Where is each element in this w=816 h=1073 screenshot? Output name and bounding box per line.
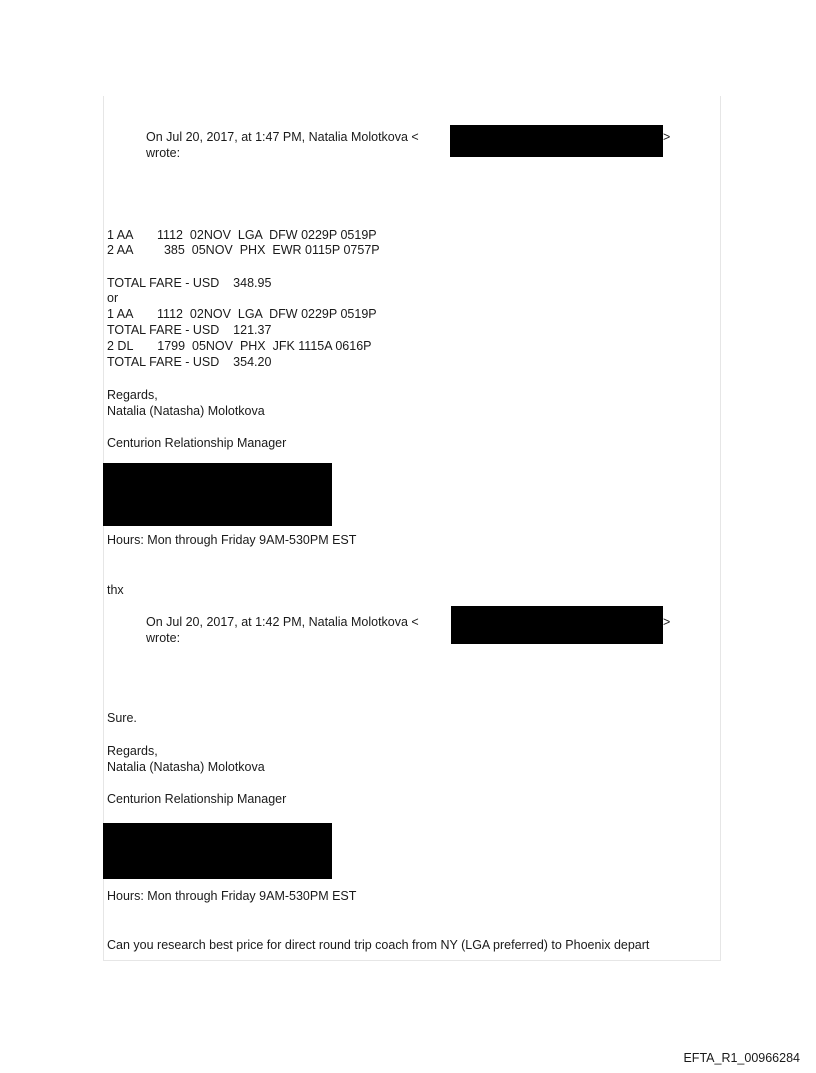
total-fare: TOTAL FARE - USD 348.95 [107,276,272,290]
redaction-block [103,463,332,526]
signature-title: Centurion Relationship Manager [107,436,287,450]
signature-hours: Hours: Mon through Friday 9AM-530PM EST [107,533,357,547]
signature-regards: Regards, [107,744,158,758]
total-fare: TOTAL FARE - USD 121.37 [107,323,272,337]
reply-text: thx [107,583,124,597]
quote-header-2-close: > [663,615,671,629]
redaction-block [451,606,663,644]
quote-header-1-close: > [663,130,671,144]
quote-header-1: On Jul 20, 2017, at 1:47 PM, Natalia Molotkova < [146,130,419,144]
redaction-block [450,125,663,157]
quote-wrote-1: wrote: [146,146,181,160]
document-id: EFTA_R1_00966284 [683,1051,800,1065]
flight-row: 1 AA 1112 02NOV LGA DFW 0229P 0519P [107,228,377,242]
flight-row: 2 DL 1799 05NOV PHX JFK 1115A 0616P [107,339,372,353]
signature-name: Natalia (Natasha) Molotkova [107,760,265,774]
signature-title: Centurion Relationship Manager [107,792,287,806]
total-fare: TOTAL FARE - USD 354.20 [107,355,272,369]
flight-row: 2 AA 385 05NOV PHX EWR 0115P 0757P [107,243,380,257]
quote-wrote-2: wrote: [146,631,181,645]
request-text: Can you research best price for direct round trip coach from NY (LGA preferred) to Phoenix depart [107,938,650,952]
or-text: or [107,291,119,305]
flight-row: 1 AA 1112 02NOV LGA DFW 0229P 0519P [107,307,377,321]
signature-hours: Hours: Mon through Friday 9AM-530PM EST [107,889,357,903]
sure-text: Sure. [107,711,137,725]
quote-header-2: On Jul 20, 2017, at 1:42 PM, Natalia Molotkova < [146,615,419,629]
signature-name: Natalia (Natasha) Molotkova [107,404,265,418]
redaction-block [103,823,332,879]
signature-regards: Regards, [107,388,158,402]
